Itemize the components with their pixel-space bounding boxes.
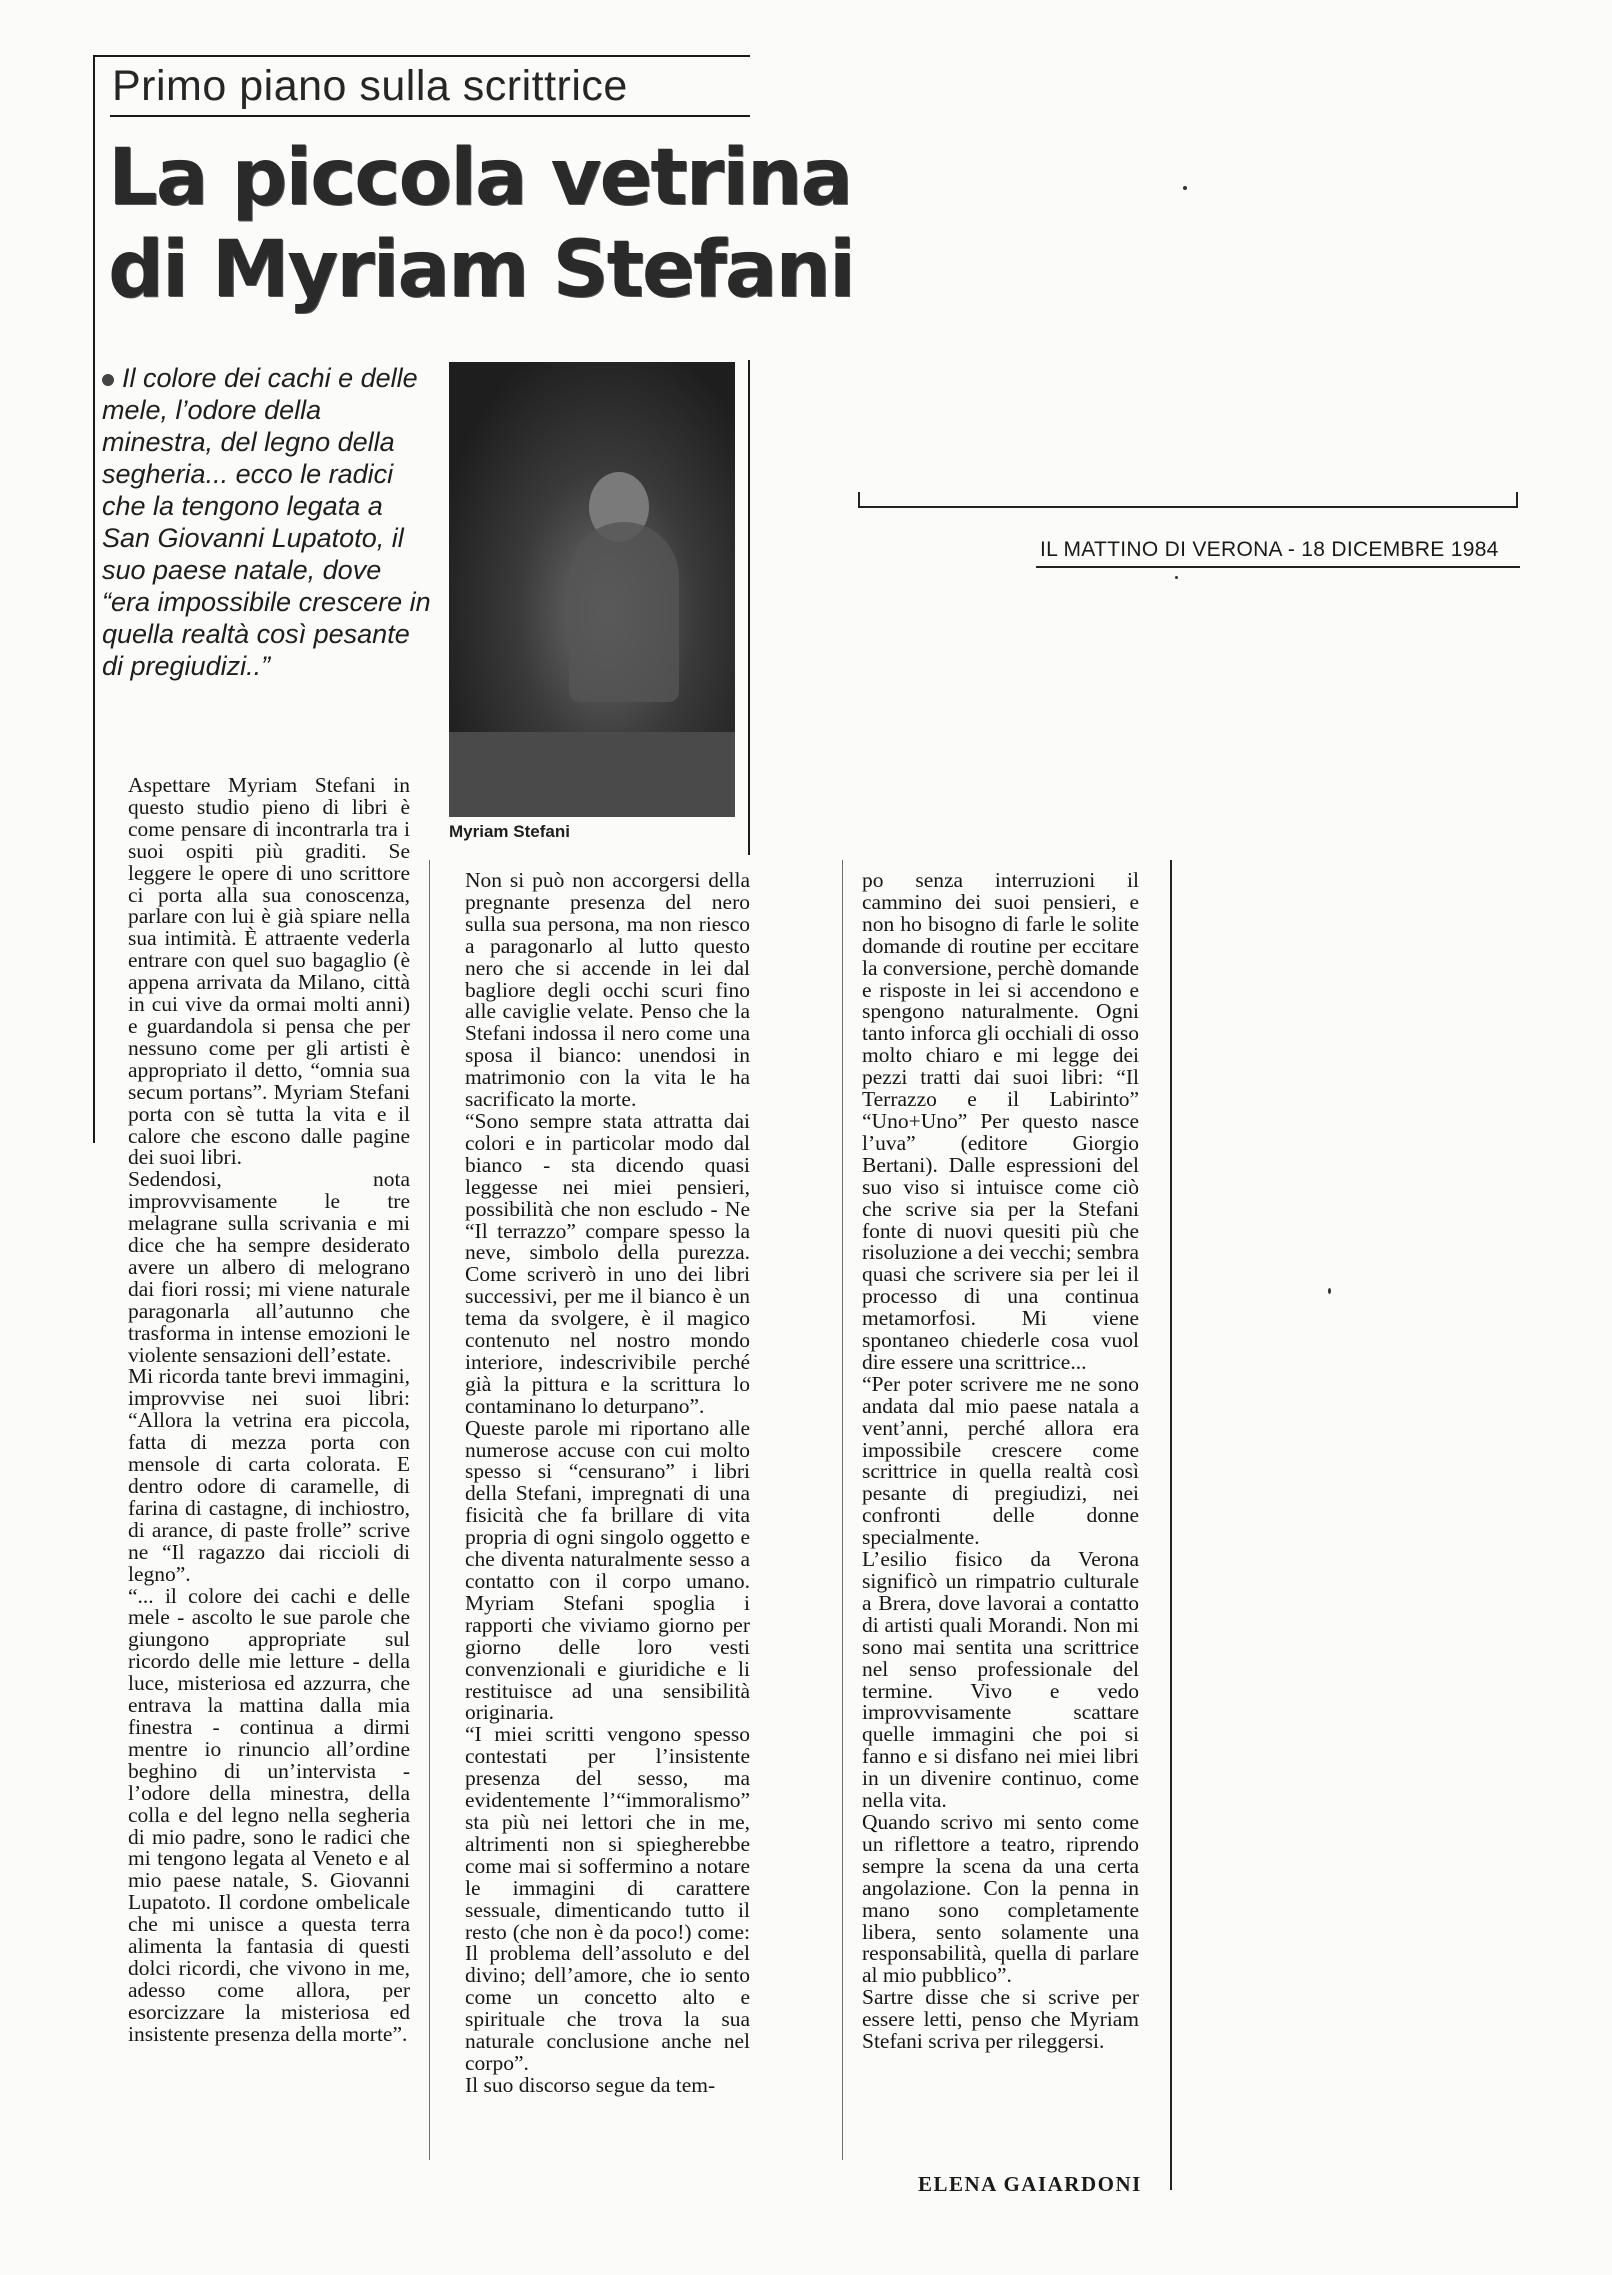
- headline-frame-left-rule: [93, 55, 95, 1143]
- scan-speck: [1175, 576, 1178, 579]
- headline-line-2: di Myriam Stefani: [108, 225, 854, 315]
- article-kicker: Primo piano sulla scrittrice: [112, 62, 628, 110]
- dek-text: Il colore dei cachi e delle mele, l’odore della minestra, del legno della segheria... ecco le radici che la tengono legata a San Giovanni Lupatoto, il suo paese natale, dove “era impossibile crescere in quella realtà così pesante di pregiudizi..”: [102, 363, 431, 681]
- bullet-icon: [102, 374, 114, 386]
- newspaper-source-label: IL MATTINO DI VERONA - 18 DICEMBRE 1984: [1040, 538, 1499, 561]
- column-divider-3: [1170, 860, 1172, 2190]
- article-dek: [102, 362, 432, 682]
- column-divider-1: [429, 860, 430, 2160]
- scan-speck: [1328, 1288, 1331, 1294]
- source-bracket-right: [1516, 492, 1518, 508]
- column-divider-2: [842, 860, 843, 2160]
- source-underline: [1036, 566, 1520, 568]
- source-bracket-line: [858, 506, 1518, 508]
- photo-caption: Myriam Stefani: [449, 822, 570, 841]
- article-headline: [108, 132, 854, 316]
- headline-frame-top-rule: [95, 55, 750, 57]
- article-column-2: Non si può non accorgersi della pregnante presenza del nero sulla sua persona, ma non riesco a paragonarlo al lutto questo nero che si accende in lei dal bagliore degli occhi scuri fino alle caviglie velate. Penso che la Stefani indossa il nero come una sposa il bianco: unendosi in matrimonio con la vita le ha sacrificato la morte. “Sono sempre stata attratta dai colori e in particolar modo dal bianco - sta dicendo quasi leggesse nei miei pensieri, possibilità che non escludo - Ne “Il terrazzo” compare spesso la neve, simbolo della purezza. Come scriverò in uno dei libri successivi, per me il bianco è un tema da svolgere, è il magico contenuto nel nostro mondo interiore, indescrivibile perché già la pittura e la scrittura lo contaminano lo deturpano”. Queste parole mi riportano alle numerose accuse con cui molto spesso si “censurano” i libri della Stefani, impregnati di una fisicità che fa brillare di vita propria di ogni singolo oggetto e che diventa naturalmente sesso a contatto con il corpo umano. Myriam Stefani spoglia i rapporti che viviamo giorno per giorno delle loro vesti convenzionali e giuridiche e li restituisce ad una sensibilità originaria. “I miei scritti vengono spesso contestati per l’insistente presenza del sesso, ma evidentemente l’“immoralismo” sta più nei lettori che in me, altrimenti non si spiegherebbe come mai si soffermino a notare le immagini di carattere sessuale, dimenticando tutto il resto (che non è da poco!) come: Il problema dell’assoluto e del divino; dell’amore, che io sento come un concetto alto e spirituale che trova la sua naturale conclusione anche nel corpo”. Il suo discorso segue da tem-: [465, 870, 750, 2097]
- article-byline: ELENA GAIARDONI: [918, 2172, 1142, 2196]
- author-photo: [449, 362, 735, 817]
- kicker-rule: [110, 115, 750, 117]
- photo-column-rule: [748, 360, 750, 855]
- article-column-1: Aspettare Myriam Stefani in questo studio pieno di libri è come pensare di incontrarla tra i suoi ospiti più graditi. Se leggere le opere di uno scrittore ci porta alla sua conoscenza, parlare con lui è già spiare nella sua intimità. È attraente vederla entrare con quel suo bagaglio (è appena arrivata da Milano, città in cui vive da ormai molti anni) e guardandola si pensa che per nessuno come per gli artisti è appropriato il detto, “omnia sua secum portans”. Myriam Stefani porta con sè tutta la vita e il calore che escono dalle pagine dei suoi libri. Sedendosi, nota improvvisamente le tre melagrane sulla scrivania e mi dice che ha sempre desiderato avere un albero di melograno dai fiori rossi; mi viene naturale paragonarla all’autunno che trasforma in intense emozioni le violente sensazioni dell’estate. Mi ricorda tante brevi immagini, improvvise nei suoi libri: “Allora la vetrina era piccola, fatta di mezza porta con mensole di carta colorata. E dentro odore di caramelle, di farina di castagne, di inchiostro, di arance, di paste frolle” scrive ne “Il ragazzo dai riccioli di legno”. “... il colore dei cachi e delle mele - ascolto le sue parole che giungono appropriate sul ricordo delle mie letture - della luce, misteriosa ed azzurra, che entrava la mattina dalla mia finestra - continua a dirmi mentre io rinuncio all’ordine beghino di un’intervista - l’odore della minestra, della colla e del legno nella segheria di mio padre, sono le radici che mi tengono legata al Veneto e al mio paese natale, S. Giovanni Lupatoto. Il cordone ombelicale che mi unisce a questa terra alimenta la fantasia di questi dolci ricordi, che vivono in me, adesso come allora, per esorcizzare la misteriosa ed insistente presenza della morte”.: [128, 775, 410, 2046]
- scan-speck: [1183, 186, 1187, 190]
- photo-subject-body: [569, 522, 679, 702]
- article-column-3: po senza interruzioni il cammino dei suoi pensieri, e non ho bisogno di farle le solite domande di routine per eccitare la conversione, perchè domande e risposte in lei si accendono e spengono naturalmente. Ogni tanto inforca gli occhiali di osso molto chiaro e mi legge dei pezzi tratti dai suoi libri: “Il Terrazzo e il Labirinto” “Uno+Uno” Per questo nasce l’uva” (editore Giorgio Bertani). Dalle espressioni del suo viso si intuisce come ciò che scrive sia per la Stefani fonte di nuovi quesiti più che risoluzione a dei vecchi; sembra quasi che scrivere sia per lei il processo di una continua metamorfosi. Mi viene spontaneo chiederle cosa vuol dire essere una scrittrice... “Per poter scrivere me ne sono andata dal mio paese natala a vent’anni, perché allora era impossibile crescere come scrittrice in quella realtà così pesante di pregiudizi, nei confronti delle donne specialmente. L’esilio fisico da Verona significò un rimpatrio culturale a Brera, dove lavorai a contatto di artisti quali Morandi. Non mi sono mai sentita una scrittrice nel senso professionale del termine. Vivo e vedo improvvisamente scattare quelle immagini che poi si fanno e si disfano nei miei libri in un divenire continuo, come nella vita. Quando scrivo mi sento come un riflettore a teatro, riprendo sempre la scena da una certa angolazione. Con la penna in mano sono completamente libera, sento solamente una responsabilità, quella di parlare al mio pubblico”. Sartre disse che si scrive per essere letti, penso che Myriam Stefani scriva per rileggersi.: [862, 870, 1139, 2054]
- headline-line-1: La piccola vetrina: [108, 133, 852, 223]
- photo-foreground: [449, 732, 735, 817]
